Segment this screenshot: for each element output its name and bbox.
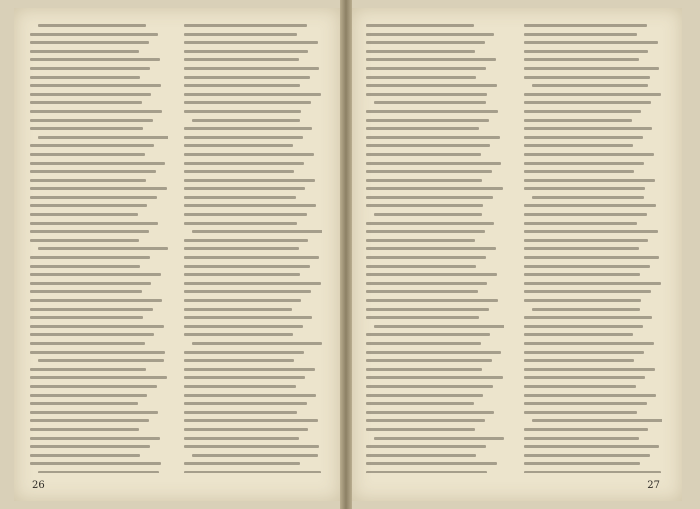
text-line-placeholder (366, 428, 475, 431)
text-line-placeholder (30, 419, 149, 422)
text-line-placeholder (524, 153, 654, 156)
text-line-placeholder (184, 170, 294, 173)
text-line-placeholder (366, 342, 481, 345)
text-line-placeholder (30, 273, 161, 276)
text-line-placeholder (524, 24, 647, 27)
text-line-placeholder (184, 273, 300, 276)
text-line-placeholder (524, 256, 659, 259)
text-line-placeholder (524, 50, 648, 53)
text-line-placeholder (38, 247, 168, 250)
text-line-placeholder (184, 162, 304, 165)
text-line-placeholder (366, 170, 492, 173)
text-line-placeholder (524, 101, 651, 104)
book-gutter (340, 0, 352, 509)
text-line-placeholder (30, 222, 158, 225)
text-line-placeholder (30, 204, 147, 207)
text-line-placeholder (366, 402, 474, 405)
text-line-placeholder (184, 299, 301, 302)
right-page-column-2 (524, 24, 662, 473)
text-line-placeholder (366, 93, 487, 96)
text-line-placeholder (192, 454, 318, 457)
text-line-placeholder (524, 204, 656, 207)
text-line-placeholder (38, 24, 146, 27)
text-line-placeholder (524, 213, 647, 216)
text-line-placeholder (184, 462, 300, 465)
text-line-placeholder (184, 93, 321, 96)
text-line-placeholder (30, 454, 140, 457)
text-line-placeholder (184, 50, 308, 53)
text-line-placeholder (366, 247, 496, 250)
text-line-placeholder (366, 127, 479, 130)
text-line-placeholder (524, 119, 632, 122)
text-line-placeholder (192, 230, 322, 233)
text-line-placeholder (30, 428, 139, 431)
text-line-placeholder (366, 33, 494, 36)
text-line-placeholder (30, 411, 158, 414)
text-line-placeholder (524, 385, 636, 388)
text-line-placeholder (192, 119, 300, 122)
text-line-placeholder (366, 308, 489, 311)
text-line-placeholder (184, 376, 305, 379)
left-page (14, 8, 340, 501)
text-line-placeholder (30, 230, 149, 233)
text-line-placeholder (30, 196, 157, 199)
text-line-placeholder (366, 411, 494, 414)
text-line-placeholder (524, 342, 654, 345)
text-line-placeholder (374, 325, 504, 328)
text-line-placeholder (30, 170, 156, 173)
text-line-placeholder (30, 144, 154, 147)
text-line-placeholder (30, 308, 153, 311)
text-line-placeholder (184, 265, 310, 268)
text-line-placeholder (30, 445, 150, 448)
text-line-placeholder (524, 333, 633, 336)
text-line-placeholder (524, 454, 650, 457)
text-line-placeholder (30, 119, 153, 122)
text-line-placeholder (30, 282, 151, 285)
text-line-placeholder (524, 67, 659, 70)
text-line-placeholder (184, 204, 316, 207)
text-line-placeholder (366, 144, 490, 147)
text-line-placeholder (184, 136, 303, 139)
text-line-placeholder (30, 153, 145, 156)
text-line-placeholder (30, 325, 164, 328)
text-line-placeholder (524, 222, 637, 225)
text-line-placeholder (366, 239, 475, 242)
text-line-placeholder (38, 471, 159, 473)
text-line-placeholder (366, 299, 498, 302)
text-line-placeholder (532, 308, 640, 311)
text-line-placeholder (30, 33, 158, 36)
text-line-placeholder (524, 445, 659, 448)
text-line-placeholder (184, 316, 312, 319)
text-line-placeholder (524, 325, 643, 328)
text-line-placeholder (184, 33, 297, 36)
text-line-placeholder (374, 437, 504, 440)
text-line-placeholder (524, 76, 650, 79)
text-line-placeholder (366, 119, 489, 122)
text-line-placeholder (524, 58, 639, 61)
text-line-placeholder (366, 368, 482, 371)
right-page-number: 27 (647, 480, 660, 491)
text-line-placeholder (184, 402, 307, 405)
text-line-placeholder (366, 282, 487, 285)
text-line-placeholder (366, 454, 476, 457)
text-line-placeholder (30, 127, 143, 130)
text-line-placeholder (524, 230, 658, 233)
text-line-placeholder (524, 359, 634, 362)
text-line-placeholder (184, 196, 296, 199)
text-line-placeholder (366, 136, 500, 139)
left-page-number: 26 (32, 480, 45, 491)
text-line-placeholder (30, 239, 139, 242)
text-line-placeholder (184, 127, 312, 130)
text-line-placeholder (524, 376, 645, 379)
text-line-placeholder (366, 153, 481, 156)
text-line-placeholder (366, 462, 497, 465)
text-line-placeholder (366, 204, 483, 207)
text-line-placeholder (30, 179, 146, 182)
text-line-placeholder (30, 351, 165, 354)
text-line-placeholder (184, 325, 303, 328)
text-line-placeholder (524, 462, 640, 465)
text-line-placeholder (184, 67, 319, 70)
text-line-placeholder (524, 127, 652, 130)
text-line-placeholder (524, 247, 639, 250)
text-line-placeholder (366, 222, 494, 225)
text-line-placeholder (524, 170, 634, 173)
text-line-placeholder (30, 437, 160, 440)
text-line-placeholder (366, 179, 482, 182)
text-line-placeholder (184, 256, 319, 259)
text-line-placeholder (184, 437, 299, 440)
text-line-placeholder (30, 256, 150, 259)
text-line-placeholder (30, 402, 138, 405)
text-line-placeholder (30, 265, 140, 268)
text-line-placeholder (184, 24, 307, 27)
text-line-placeholder (524, 162, 644, 165)
text-line-placeholder (366, 376, 503, 379)
text-line-placeholder (184, 368, 315, 371)
text-line-placeholder (30, 101, 142, 104)
left-page-column-2 (184, 24, 322, 473)
text-line-placeholder (532, 196, 644, 199)
text-line-placeholder (524, 239, 648, 242)
text-line-placeholder (30, 41, 149, 44)
text-line-placeholder (30, 385, 157, 388)
text-line-placeholder (184, 333, 293, 336)
text-line-placeholder (30, 368, 146, 371)
text-line-placeholder (524, 411, 637, 414)
text-line-placeholder (30, 93, 151, 96)
right-page-column-1 (366, 24, 504, 473)
text-line-placeholder (184, 411, 297, 414)
text-line-placeholder (184, 471, 321, 473)
text-line-placeholder (366, 385, 493, 388)
text-line-placeholder (366, 110, 498, 113)
text-line-placeholder (532, 84, 648, 87)
text-line-placeholder (366, 273, 497, 276)
text-line-placeholder (184, 144, 293, 147)
text-line-placeholder (184, 282, 321, 285)
text-line-placeholder (366, 351, 501, 354)
text-line-placeholder (524, 33, 637, 36)
text-line-placeholder (184, 153, 314, 156)
text-line-placeholder (30, 290, 142, 293)
text-line-placeholder (524, 110, 641, 113)
text-line-placeholder (524, 187, 645, 190)
text-line-placeholder (524, 179, 655, 182)
text-line-placeholder (30, 333, 154, 336)
text-line-placeholder (30, 342, 145, 345)
text-line-placeholder (30, 213, 138, 216)
text-line-placeholder (184, 213, 307, 216)
text-line-placeholder (524, 316, 652, 319)
text-line-placeholder (366, 50, 475, 53)
text-line-placeholder (30, 394, 147, 397)
text-line-placeholder (30, 162, 165, 165)
text-line-placeholder (524, 402, 647, 405)
text-line-placeholder (366, 76, 476, 79)
text-line-placeholder (30, 110, 162, 113)
text-line-placeholder (366, 41, 485, 44)
text-line-placeholder (184, 445, 319, 448)
text-line-placeholder (184, 179, 315, 182)
text-line-placeholder (374, 101, 486, 104)
text-line-placeholder (366, 394, 483, 397)
text-line-placeholder (30, 187, 167, 190)
text-line-placeholder (30, 376, 167, 379)
text-line-placeholder (366, 290, 478, 293)
text-line-placeholder (184, 222, 297, 225)
text-line-placeholder (524, 273, 640, 276)
text-line-placeholder (184, 290, 311, 293)
text-line-placeholder (184, 84, 300, 87)
text-line-placeholder (366, 162, 501, 165)
text-line-placeholder (366, 187, 503, 190)
text-line-placeholder (184, 187, 305, 190)
text-line-placeholder (366, 256, 486, 259)
text-line-placeholder (524, 93, 661, 96)
text-line-placeholder (524, 282, 661, 285)
text-line-placeholder (30, 76, 140, 79)
text-line-placeholder (366, 58, 496, 61)
text-line-placeholder (524, 299, 641, 302)
text-line-placeholder (184, 385, 296, 388)
text-line-placeholder (192, 342, 322, 345)
text-line-placeholder (184, 308, 292, 311)
text-line-placeholder (184, 247, 299, 250)
text-line-placeholder (184, 394, 316, 397)
text-line-placeholder (366, 230, 485, 233)
text-line-placeholder (524, 144, 633, 147)
text-line-placeholder (366, 316, 479, 319)
text-line-placeholder (524, 428, 648, 431)
text-line-placeholder (184, 428, 308, 431)
text-line-placeholder (30, 299, 162, 302)
text-line-placeholder (38, 359, 164, 362)
text-line-placeholder (374, 213, 482, 216)
left-page-column-1 (30, 24, 168, 473)
text-line-placeholder (30, 58, 160, 61)
text-line-placeholder (524, 471, 661, 473)
right-page (352, 8, 682, 501)
text-line-placeholder (366, 84, 497, 87)
text-line-placeholder (184, 101, 311, 104)
text-line-placeholder (30, 316, 143, 319)
text-line-placeholder (524, 351, 644, 354)
text-line-placeholder (524, 437, 639, 440)
text-line-placeholder (524, 265, 650, 268)
text-line-placeholder (366, 359, 492, 362)
text-line-placeholder (524, 394, 656, 397)
text-line-placeholder (184, 58, 299, 61)
text-line-placeholder (366, 445, 486, 448)
text-line-placeholder (30, 462, 161, 465)
text-line-placeholder (184, 76, 310, 79)
text-line-placeholder (366, 196, 493, 199)
text-line-placeholder (184, 239, 308, 242)
text-line-placeholder (184, 110, 301, 113)
text-line-placeholder (532, 419, 662, 422)
text-line-placeholder (524, 41, 658, 44)
text-line-placeholder (366, 333, 490, 336)
text-line-placeholder (524, 136, 643, 139)
text-line-placeholder (524, 290, 651, 293)
text-line-placeholder (38, 136, 168, 139)
text-line-placeholder (366, 419, 485, 422)
text-line-placeholder (366, 67, 486, 70)
text-line-placeholder (524, 368, 655, 371)
text-line-placeholder (366, 24, 474, 27)
text-line-placeholder (184, 419, 318, 422)
text-line-placeholder (184, 41, 318, 44)
text-line-placeholder (366, 471, 487, 473)
text-line-placeholder (30, 50, 139, 53)
text-line-placeholder (30, 67, 150, 70)
text-line-placeholder (366, 265, 476, 268)
text-line-placeholder (184, 351, 304, 354)
text-line-placeholder (30, 84, 161, 87)
text-line-placeholder (184, 359, 294, 362)
